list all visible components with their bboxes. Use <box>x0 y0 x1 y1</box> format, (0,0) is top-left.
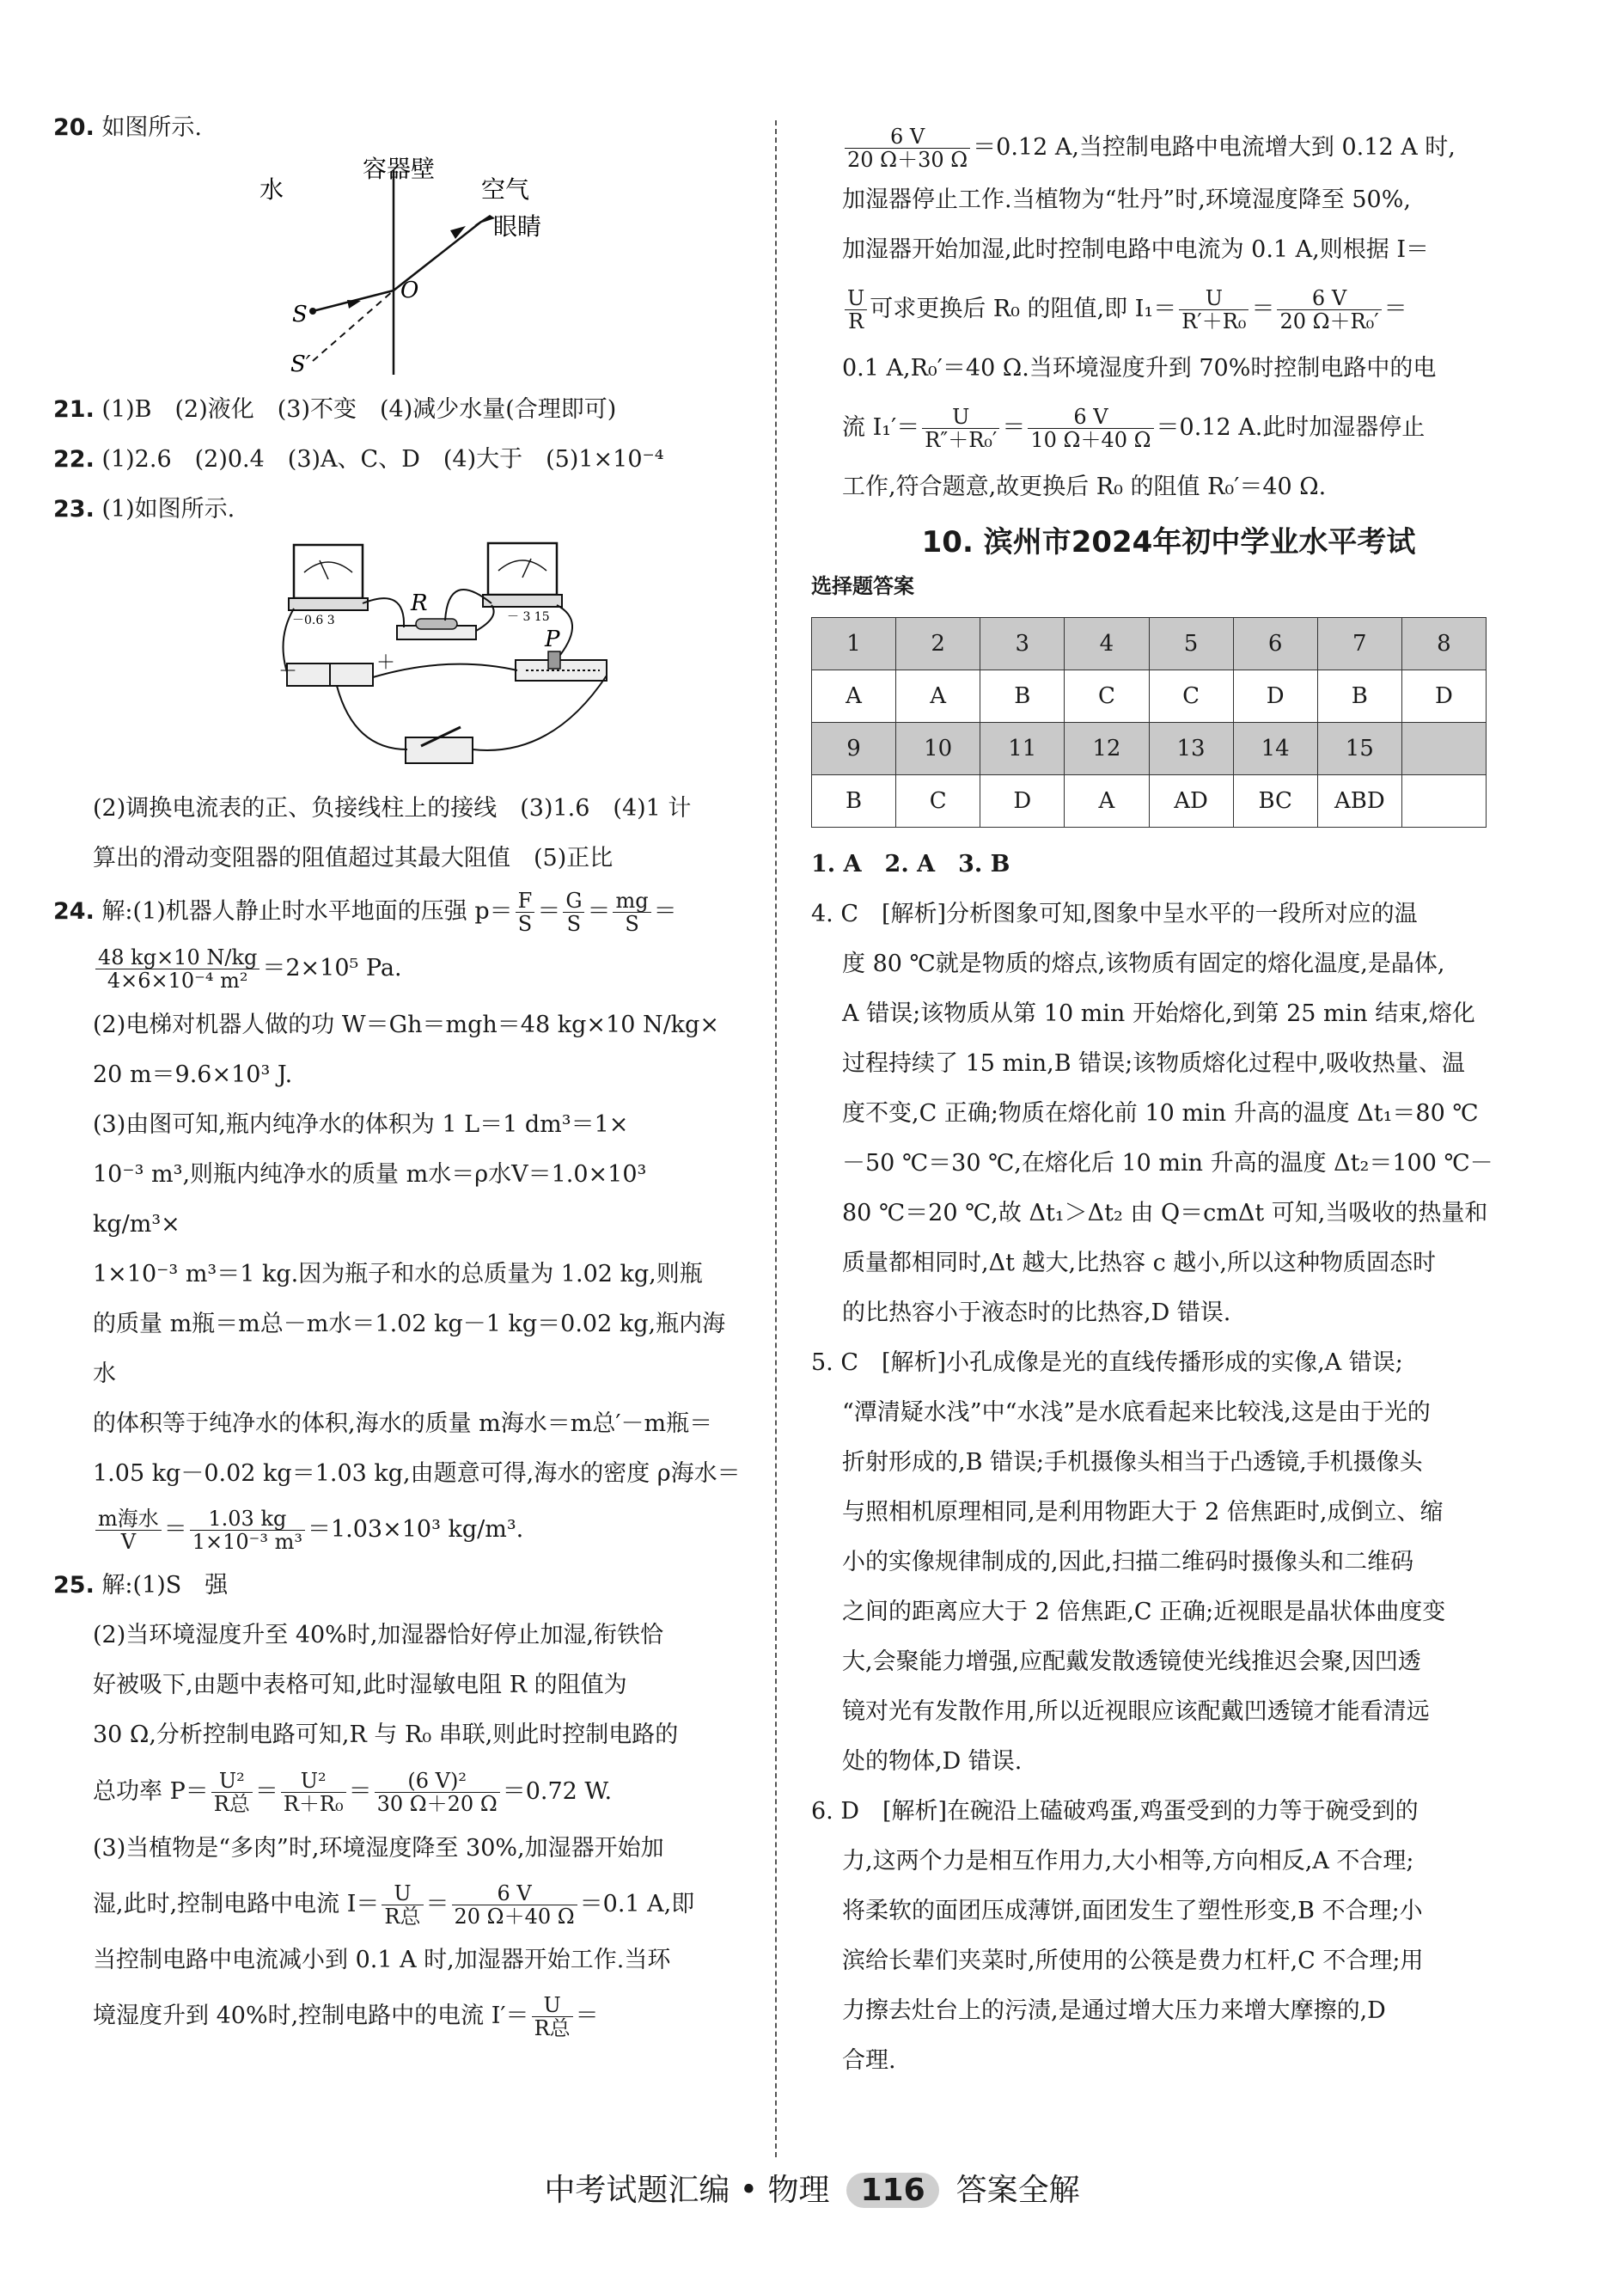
table-cell: D <box>1401 670 1486 723</box>
q20: 20. 如图所示. <box>53 114 203 141</box>
answer-5 <box>811 1338 1495 1787</box>
slider-label: P <box>545 627 560 652</box>
table-cell: C <box>1149 670 1233 723</box>
table-cell: 4 <box>1065 618 1149 670</box>
resistor-label: R <box>411 590 428 616</box>
point-s-dot <box>309 308 316 315</box>
left-column <box>53 103 741 2047</box>
q24-line7: 1×10⁻³ m³＝1 kg.因为瓶子和水的总质量为 1.02 kg,则瓶 <box>93 1261 703 1287</box>
q24-line10: 1.05 kg－0.02 kg＝1.03 kg,由题意可得,海水的密度 ρ海水＝ <box>93 1460 741 1487</box>
answer-line: －50 ℃＝30 ℃,在熔化后 10 min 升高的温度 Δt₂＝100 ℃－ <box>842 1150 1493 1177</box>
answer-line: 滨给长辈们夹菜时,所使用的公筷是费力杠杆,C 不合理;用 <box>842 1948 1424 1974</box>
q24-line3: (2)电梯对机器人做的功 W＝Gh＝mgh＝48 kg×10 N/kg× <box>93 1012 719 1038</box>
point-s-prime: S′ <box>290 352 311 377</box>
q25-line9: 境湿度升到 40%时,控制电路中的电流 I′＝ $\frac{U}{\text{R总}}$ ＝ <box>93 1992 599 2040</box>
table-cell: 6 <box>1233 618 1317 670</box>
battery-minus: － <box>278 661 298 682</box>
q24-line2: $\frac{48 kg\times 10 N/kg}{\text{4×6×10⁻⁴ m²}}$ ＝2×10⁵ Pa. <box>53 937 741 1000</box>
answer-line: 大,会聚能力增强,应配戴发散透镜使光线推迟会聚,因凹透 <box>842 1648 1421 1675</box>
answer-line: 将柔软的面团压成薄饼,面团发生了塑性形变,B 不合理;小 <box>842 1898 1423 1924</box>
eye-icon <box>474 215 495 225</box>
q25-line8: 当控制电路中电流减小到 0.1 A 时,加湿器开始工作.当环 <box>93 1947 671 1973</box>
q24-line11: $\frac{\text{m海水}}{V}$ ＝ $\frac{1.03 kg}{\text{1×10⁻³ m³}}$ ＝1.03×10³ kg/m³. <box>53 1499 741 1561</box>
q25-line2: (2)当环境湿度升至 40%时,加湿器恰好停止加湿,衔铁恰 <box>93 1622 664 1648</box>
answer-line: 镜对光有发散作用,所以近视眼应该配戴凹透镜才能看清远 <box>842 1698 1430 1725</box>
ammeter <box>289 545 368 627</box>
q22: 22. (1)2.6 (2)0.4 (3)A、C、D (4)大于 (5)1×10⁻⁴ <box>53 446 664 473</box>
answer-line: 4. C [解析]分析图象可知,图象中呈水平的一段所对应的温 <box>811 901 1418 927</box>
answer-line: A 错误;该物质从第 10 min 开始熔化,到第 25 min 结束,熔化 <box>842 1000 1475 1027</box>
answer-line: 与照相机原理相同,是利用物距大于 2 倍焦距时,成倒立、缩 <box>842 1499 1444 1526</box>
answer-line: 的比热容小于液态时的比热容,D 错误. <box>842 1299 1231 1326</box>
answer-line: 之间的距离应大于 2 倍焦距,C 正确;近视眼是晶状体曲度变 <box>842 1599 1446 1625</box>
point-o: O <box>400 278 419 303</box>
table-cell: 10 <box>896 723 980 775</box>
table-cell <box>1401 775 1486 828</box>
refraction-figure <box>259 153 741 385</box>
table-cell: B <box>980 670 1065 723</box>
answer-line: 小的实像规律制成的,因此,扫描二维码时摄像头和二维码 <box>842 1549 1414 1575</box>
r-line3: 加湿器开始加湿,此时控制电路中电流为 0.1 A,则根据 I＝ <box>842 236 1430 263</box>
answer-line: 处的物体,D 错误. <box>842 1748 1023 1775</box>
incident-arrow <box>347 300 361 309</box>
answer-line: 力擦去灶台上的污渍,是通过增大压力来增大摩擦的,D <box>842 1997 1386 2024</box>
table-row <box>812 670 1487 723</box>
table-cell: 7 <box>1317 618 1401 670</box>
wall-label: 容器壁 <box>363 155 436 183</box>
wire <box>473 676 607 750</box>
r-line5: 0.1 A,R₀′＝40 Ω.当环境湿度升到 70%时控制电路中的电 <box>842 355 1437 382</box>
table-cell: 2 <box>896 618 980 670</box>
q23-answer-line1: (2)调换电流表的正、负接线柱上的接线 (3)1.6 (4)1 计 <box>93 795 692 822</box>
air-label: 空气 <box>481 175 530 204</box>
answer-line: 合理. <box>842 2047 896 2074</box>
table-row <box>812 775 1487 828</box>
q25-line7: 湿,此时,控制电路中电流 I＝ $\frac{U}{\text{R总}}$ ＝ $\frac{6 V}{20 \Omega+40 \Omega}$ ＝0.1 A,即 <box>93 1880 695 1929</box>
q24-line8: 的质量 m瓶＝m总－m水＝1.02 kg－1 kg＝0.02 kg,瓶内海水 <box>93 1311 726 1387</box>
water-label: 水 <box>259 175 284 204</box>
q25-line1: 25. 解:(1)S 强 <box>53 1572 229 1599</box>
answer-6 <box>811 1787 1495 2086</box>
q24-line9: 的体积等于纯净水的体积,海水的质量 m海水＝m总′－m瓶＝ <box>93 1410 713 1437</box>
table-cell: D <box>1233 670 1317 723</box>
table-cell: 11 <box>980 723 1065 775</box>
r-line1: $\frac{6 V}{20 \Omega+30 \Omega}$ ＝0.12 A,当控制电路中电流增大到 0.12 A 时, <box>842 120 1495 175</box>
q25-line5: 总功率 P＝ $\frac{\text{U²}}{\text{R总}}$ ＝ $\frac{\text{U²}}{\text{R＋R₀}}$ ＝ $\frac{\text{(6 V)²}}{30 \Omega+20 \Omega}$ ＝0.72 W. <box>93 1768 613 1816</box>
answer-line: 质量都相同时,Δt 越大,比热容 c 越小,所以这种物质固态时 <box>842 1250 1436 1276</box>
answer-line: 力,这两个力是相互作用力,大小相等,方向相反,A 不合理; <box>842 1848 1414 1874</box>
r-line2: 加湿器停止工作.当植物为“牡丹”时,环境湿度降至 50%, <box>842 187 1411 213</box>
answer-4 <box>811 890 1495 1338</box>
r-line7: 工作,符合题意,故更换后 R₀ 的阻值 R₀′＝40 Ω. <box>842 474 1327 500</box>
q23: 23. (1)如图所示. <box>53 496 235 523</box>
answer-line: 过程持续了 15 min,B 错误;该物质熔化过程中,吸收热量、温 <box>842 1050 1465 1077</box>
switch <box>406 727 473 763</box>
table-cell: 12 <box>1065 723 1149 775</box>
table-cell <box>1401 723 1486 775</box>
q25-line4: 30 Ω,分析控制电路可知,R 与 R₀ 串联,则此时控制电路的 <box>93 1721 679 1748</box>
eye-label: 眼睛 <box>493 212 542 241</box>
table-cell: 8 <box>1401 618 1486 670</box>
q24-line1: 24. 解:(1)机器人静止时水平地面的压强 p＝ $\frac{F}{S}$ ＝ $\frac{G}{S}$ ＝ $\frac{mg}{S}$ ＝ <box>53 888 677 936</box>
table-cell: 3 <box>980 618 1065 670</box>
table-cell: B <box>812 775 896 828</box>
point-s: S <box>292 302 308 327</box>
answer-line: 度 80 ℃就是物质的熔点,该物质有固定的熔化温度,是晶体, <box>842 951 1445 977</box>
answer-line: 5. C [解析]小孔成像是光的直线传播形成的实像,A 错误; <box>811 1349 1403 1376</box>
table-cell: B <box>1317 670 1401 723</box>
table-cell: 15 <box>1317 723 1401 775</box>
battery-plus: ＋ <box>376 652 396 674</box>
table-cell: A <box>896 670 980 723</box>
table-row <box>812 723 1487 775</box>
q25-line3: 好被吸下,由题中表格可知,此时湿敏电阻 R 的阻值为 <box>93 1672 627 1698</box>
table-cell: D <box>980 775 1065 828</box>
choice-answers-title: 选择题答案 <box>811 574 914 598</box>
column-divider <box>775 120 777 2157</box>
answer-line: 80 ℃＝20 ℃,故 Δt₁＞Δt₂ 由 Q＝cmΔt 可知,当吸收的热量和 <box>842 1200 1488 1226</box>
resistor <box>397 590 476 639</box>
right-column <box>811 120 1495 2086</box>
table-cell: 14 <box>1233 723 1317 775</box>
q23-answer-line2: 算出的滑动变阻器的阻值超过其最大阻值 (5)正比 <box>93 845 614 871</box>
table-cell: A <box>1065 775 1149 828</box>
wire <box>363 598 404 627</box>
r-line6: 流 I₁′＝ $\frac{U}{\text{R″＋R₀′}}$ ＝ $\frac{6 V}{10 \Omega+40 \Omega}$ ＝0.12 A.此时加湿器停止 <box>842 404 1426 452</box>
table-cell: ABD <box>1317 775 1401 828</box>
footer-book-title: 中考试题汇编 • 物理 <box>544 2173 830 2208</box>
wire <box>476 605 494 631</box>
r-line4: $\frac{U}{R}$ 可求更换后 R₀ 的阻值,即 I₁＝ $\frac{U}{\text{R′＋R₀}}$ ＝ $\frac{6 V}{\text{20 Ω＋R₀′}}$ ＝ <box>842 275 1495 344</box>
voltmeter-scale: － 3 15 <box>507 610 550 624</box>
answer-table <box>811 617 1487 828</box>
q25-line6: (3)当植物是“多肉”时,环境湿度降至 30%,加湿器开始加 <box>93 1835 664 1862</box>
q24-line4: 20 m＝9.6×10³ J. <box>93 1061 293 1088</box>
battery <box>278 652 395 686</box>
answers-1-3: 1. A 2. A 3. B <box>811 851 1010 878</box>
answer-line: 度不变,C 正确;物质在熔化前 10 min 升高的温度 Δt₁＝80 ℃ <box>842 1100 1479 1127</box>
wire <box>337 686 407 749</box>
table-cell: AD <box>1149 775 1233 828</box>
section-title: 10. 滨州市2024年初中学业水平考试 <box>921 525 1416 560</box>
table-cell: A <box>812 670 896 723</box>
table-cell: 9 <box>812 723 896 775</box>
ammeter-scale: －0.6 3 <box>292 614 335 627</box>
table-cell: 1 <box>812 618 896 670</box>
answer-line: “潭清疑水浅”中“水浅”是水底看起来比较浅,这是由于光的 <box>842 1399 1431 1426</box>
page-number: 116 <box>846 2173 938 2208</box>
answer-line: 6. D [解析]在碗沿上磕破鸡蛋,鸡蛋受到的力等于碗受到的 <box>811 1798 1419 1825</box>
table-cell: 13 <box>1149 723 1233 775</box>
q24-line6: 10⁻³ m³,则瓶内纯净水的质量 m水＝ρ水V＝1.0×10³ kg/m³× <box>93 1161 647 1238</box>
q21: 21. (1)B (2)液化 (3)不变 (4)减少水量(合理即可) <box>53 396 617 423</box>
answer-line: 折射形成的,B 错误;手机摄像头相当于凸透镜,手机摄像头 <box>842 1449 1423 1476</box>
voltmeter <box>483 543 562 624</box>
q24-line5: (3)由图可知,瓶内纯净水的体积为 1 L＝1 dm³＝1× <box>93 1111 629 1138</box>
circuit-figure <box>277 535 689 784</box>
table-cell: 5 <box>1149 618 1233 670</box>
table-cell: C <box>1065 670 1149 723</box>
table-cell: C <box>896 775 980 828</box>
table-row <box>812 618 1487 670</box>
footer-subtitle: 答案全解 <box>955 2173 1080 2208</box>
page-footer <box>0 2166 1624 2210</box>
table-cell: BC <box>1233 775 1317 828</box>
